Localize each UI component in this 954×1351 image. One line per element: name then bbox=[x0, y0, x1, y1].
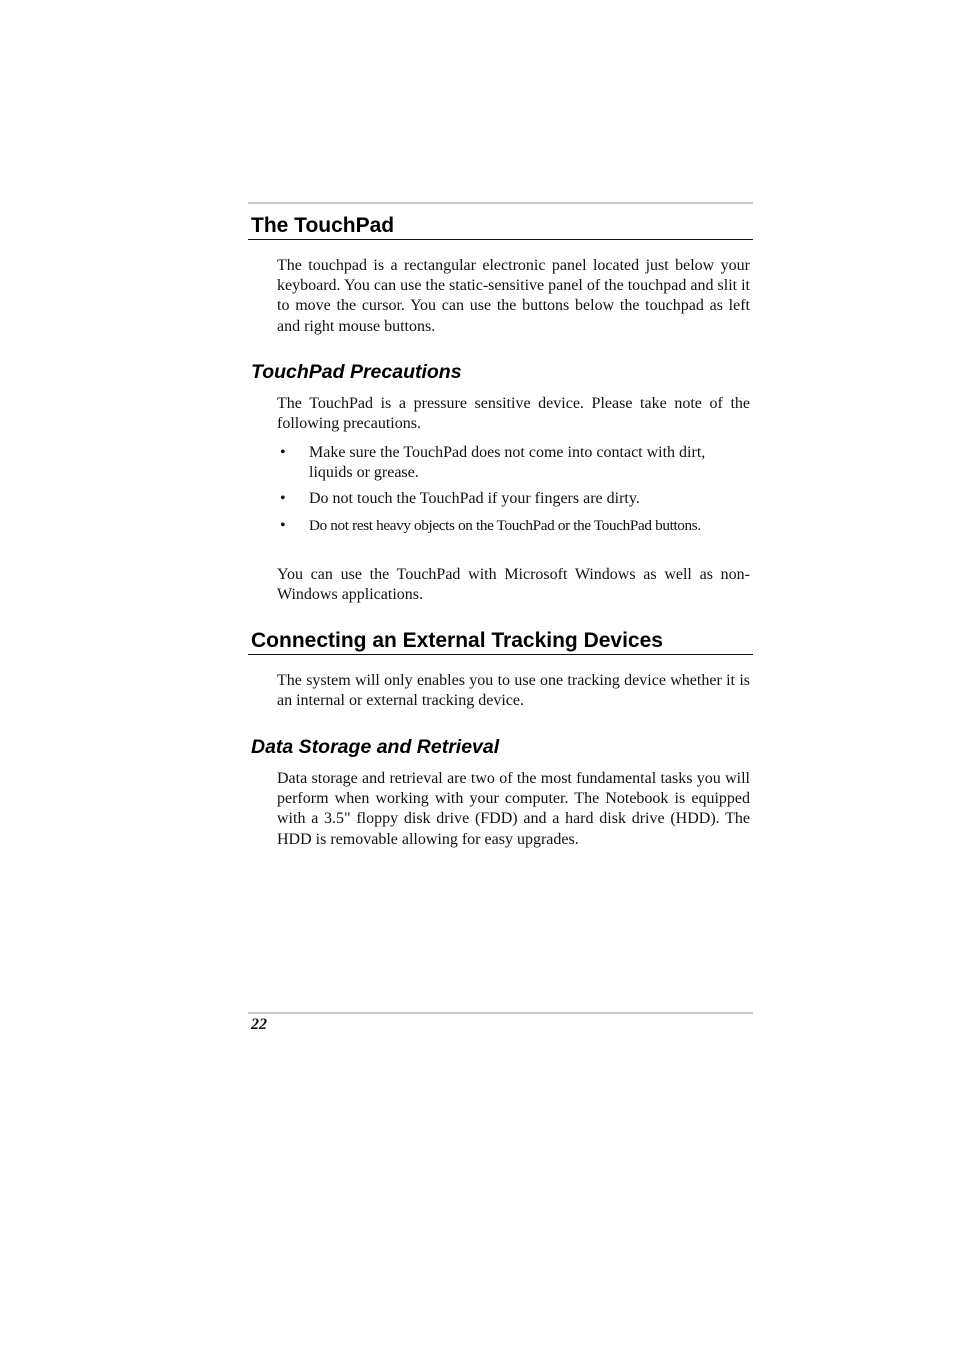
subheading-data-storage: Data Storage and Retrieval bbox=[251, 736, 500, 758]
list-item-text: Do not touch the TouchPad if your fingers are dirty. bbox=[309, 490, 640, 508]
list-item-text: Make sure the TouchPad does not come into contact with dirt, liquids or grease. bbox=[309, 444, 706, 482]
precautions-list bbox=[277, 443, 750, 536]
bullet-icon: • bbox=[280, 444, 286, 461]
list-item bbox=[277, 516, 750, 536]
footer-rule bbox=[248, 1012, 753, 1014]
precautions-outro: You can use the TouchPad with Microsoft Windows as well as non-Windows applications. bbox=[277, 566, 750, 604]
header-rule bbox=[248, 202, 753, 204]
section-heading-touchpad: The TouchPad bbox=[248, 213, 753, 240]
list-item bbox=[277, 489, 750, 509]
section-heading-external-tracking: Connecting an External Tracking Devices bbox=[248, 628, 753, 655]
list-item-text: Do not rest heavy objects on the TouchPad or the TouchPad buttons. bbox=[309, 516, 701, 534]
precautions-intro: The TouchPad is a pressure sensitive device. Please take note of the following precautions. bbox=[277, 395, 750, 433]
data-storage-description: Data storage and retrieval are two of the most fundamental tasks you will perform when working with your computer. The Notebook is equipped with a 3.5" floppy disk drive (FDD) and a hard disk drive (HDD). The HDD is removable allowing for easy upgrades. bbox=[277, 770, 750, 848]
touchpad-description: The touchpad is a rectangular electronic panel located just below your keyboard. You can use the static-sensitive panel of the touchpad and slit it to move the cursor. You can use the buttons below the touchpad as left and right mouse buttons. bbox=[277, 257, 750, 335]
subheading-touchpad-precautions: TouchPad Precautions bbox=[251, 361, 462, 383]
page-number: 22 bbox=[251, 1016, 267, 1033]
list-item bbox=[277, 443, 750, 483]
bullet-icon: • bbox=[280, 516, 286, 534]
external-tracking-description: The system will only enables you to use one tracking device whether it is an internal or external tracking device. bbox=[277, 672, 750, 710]
bullet-icon: • bbox=[280, 490, 286, 508]
